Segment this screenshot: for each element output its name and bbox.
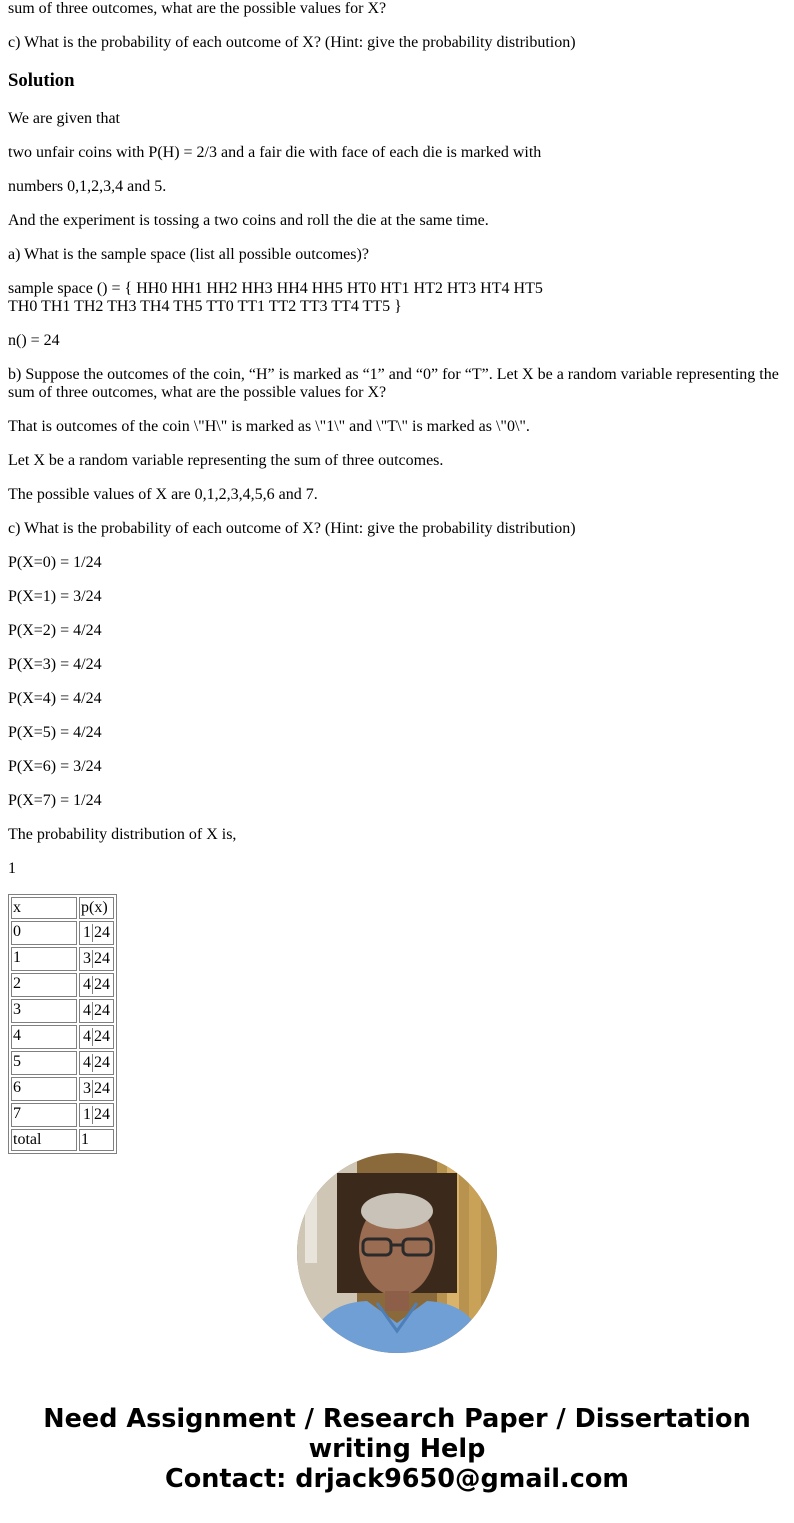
solution-line: numbers 0,1,2,3,4 and 5. <box>8 178 167 195</box>
fraction <box>80 1104 113 1126</box>
fraction-numerator: 3 <box>83 950 91 967</box>
prob-line: P(X=1) = 3/24 <box>8 588 102 605</box>
total-value: 1 <box>79 1129 114 1151</box>
promo-contact[interactable]: Contact: drjack9650@gmail.com <box>165 1464 629 1494</box>
fraction-denominator: 24 <box>94 1054 110 1071</box>
fraction-numerator: 1 <box>83 1106 91 1123</box>
cell-x: 6 <box>11 1077 77 1101</box>
cell-x: 3 <box>11 999 77 1023</box>
fraction-denominator: 24 <box>94 1028 110 1045</box>
fraction <box>80 1078 113 1100</box>
cell-x: 5 <box>11 1051 77 1075</box>
stray-number: 1 <box>8 860 16 877</box>
table-row <box>11 947 114 971</box>
table-total-row <box>11 1129 114 1151</box>
fraction-denominator: 24 <box>94 1080 110 1097</box>
fraction-numerator: 4 <box>83 1002 91 1019</box>
fraction-denominator: 24 <box>94 1106 110 1123</box>
cell-x: 1 <box>11 947 77 971</box>
fraction-numerator: 4 <box>83 976 91 993</box>
cell-px <box>79 1103 114 1127</box>
header-px: p(x) <box>79 897 114 919</box>
fraction-denominator: 24 <box>94 976 110 993</box>
cell-x: 4 <box>11 1025 77 1049</box>
solution-line: And the experiment is tossing a two coins and roll the die at the same time. <box>8 212 489 229</box>
prob-line: P(X=6) = 3/24 <box>8 758 102 775</box>
promo-banner <box>0 1404 794 1494</box>
cell-x: 0 <box>11 921 77 945</box>
table-row <box>11 1025 114 1049</box>
fraction <box>80 948 113 970</box>
document-body <box>8 0 786 1154</box>
distribution-table <box>8 894 117 1154</box>
sample-space-line-1: sample space () = { HH0 HH1 HH2 HH3 HH4 HH5 HT0 HT1 HT2 HT3 HT4 HT5 <box>8 280 543 297</box>
promo-line-2: writing Help <box>308 1434 486 1464</box>
table-row <box>11 1103 114 1127</box>
total-label: total <box>11 1129 77 1151</box>
fraction <box>80 1000 113 1022</box>
fraction <box>80 974 113 996</box>
prob-line: P(X=4) = 4/24 <box>8 690 102 707</box>
fraction <box>80 922 113 944</box>
cell-x: 7 <box>11 1103 77 1127</box>
distribution-intro: The probability distribution of X is, <box>8 826 237 843</box>
fraction-denominator: 24 <box>94 924 110 941</box>
b-answer-line: Let X be a random variable representing the sum of three outcomes. <box>8 452 444 469</box>
b-answer-line: The possible values of X are 0,1,2,3,4,5,6 and 7. <box>8 486 318 503</box>
solution-heading: Solution <box>8 70 75 91</box>
table-header-row <box>11 897 114 919</box>
fraction-numerator: 1 <box>83 924 91 941</box>
prob-line: P(X=5) = 4/24 <box>8 724 102 741</box>
n-line: n() = 24 <box>8 332 60 349</box>
fraction <box>80 1052 113 1074</box>
table-row <box>11 1077 114 1101</box>
solution-line: We are given that <box>8 110 120 127</box>
header-x: x <box>11 897 77 919</box>
cell-px <box>79 1077 114 1101</box>
prob-line: P(X=2) = 4/24 <box>8 622 102 639</box>
fraction-denominator: 24 <box>94 950 110 967</box>
author-photo <box>297 1153 497 1353</box>
sample-space-line-2: TH0 TH1 TH2 TH3 TH4 TH5 TT0 TT1 TT2 TT3 TT4 TT5 } <box>8 298 402 315</box>
author-avatar <box>297 1153 497 1353</box>
question-b: b) Suppose the outcomes of the coin, “H” is marked as “1” and “0” for “T”. Let X be a random variable representing the sum of three outcomes, what are the possible values for X? <box>8 366 779 401</box>
question-c: c) What is the probability of each outcome of X? (Hint: give the probability distribution) <box>8 34 576 51</box>
table-row <box>11 1051 114 1075</box>
fraction <box>80 1026 113 1048</box>
question-c-repeat: c) What is the probability of each outcome of X? (Hint: give the probability distribution) <box>8 520 576 537</box>
prob-line: P(X=0) = 1/24 <box>8 554 102 571</box>
cell-x: 2 <box>11 973 77 997</box>
prob-line: P(X=3) = 4/24 <box>8 656 102 673</box>
fraction-numerator: 4 <box>83 1028 91 1045</box>
fraction-numerator: 3 <box>83 1080 91 1097</box>
cell-px <box>79 1051 114 1075</box>
promo-line-1: Need Assignment / Research Paper / Dissertation <box>43 1404 751 1434</box>
cell-px <box>79 947 114 971</box>
solution-line: a) What is the sample space (list all possible outcomes)? <box>8 246 369 263</box>
cell-px <box>79 1025 114 1049</box>
cell-px <box>79 999 114 1023</box>
question-b-tail: sum of three outcomes, what are the possible values for X? <box>8 0 387 17</box>
table-row <box>11 921 114 945</box>
b-answer-line: That is outcomes of the coin \"H\" is marked as \"1\" and \"T\" is marked as \"0\". <box>8 418 530 435</box>
cell-px <box>79 921 114 945</box>
fraction-numerator: 4 <box>83 1054 91 1071</box>
cell-px <box>79 973 114 997</box>
solution-line: two unfair coins with P(H) = 2/3 and a fair die with face of each die is marked with <box>8 144 542 161</box>
sample-space <box>8 280 786 316</box>
prob-line: P(X=7) = 1/24 <box>8 792 102 809</box>
table-row <box>11 999 114 1023</box>
fraction-denominator: 24 <box>94 1002 110 1019</box>
table-row <box>11 973 114 997</box>
